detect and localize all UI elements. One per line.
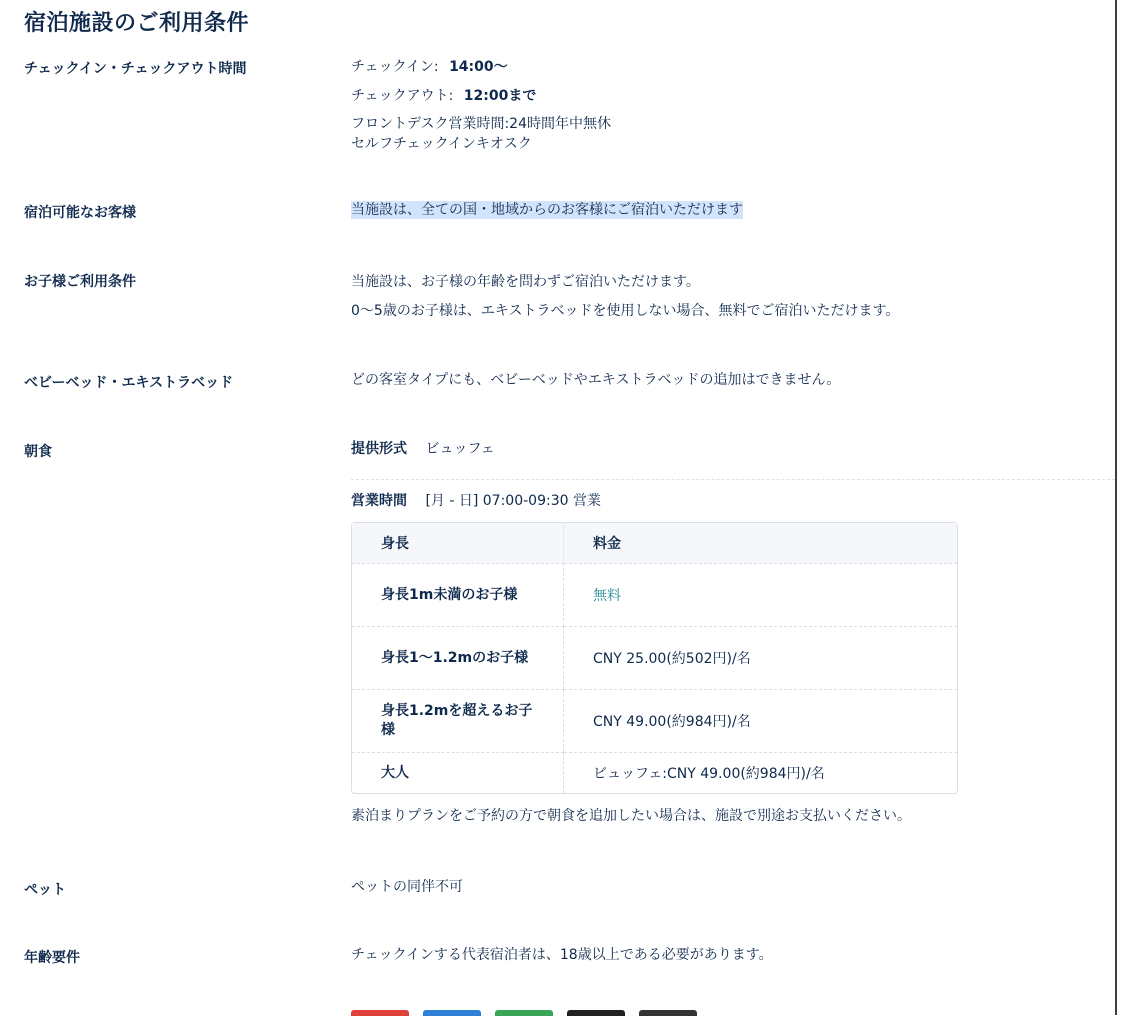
front-desk-hours: フロントデスク営業時間:24時間年中無休 (351, 116, 611, 132)
guests-value (351, 199, 743, 221)
checkin-label: チェックイン・チェックアウト時間 (24, 61, 247, 77)
checkin-prefix: チェックイン: (351, 59, 439, 75)
children-line-2: 0～5歳のお子様は、エキストラベッドを使用しない場合、無料でご宿泊いただけます。 (351, 303, 900, 319)
beds-text: どの客室タイプにも、ベビーベッドやエキストラベッドの追加はできません。 (351, 372, 841, 388)
table-row (352, 752, 957, 793)
checkin-time: 14:00～ (449, 59, 508, 75)
children-label: お子様ご利用条件 (24, 274, 136, 290)
table-header-row (352, 523, 957, 563)
guests-label: 宿泊可能なお客様 (24, 205, 136, 221)
breakfast-note: 素泊まりプランをご予約の方で朝食を追加したい場合は、施設で別途お支払いください。 (351, 808, 911, 824)
beds-label: ベビーベッド・エキストラベッド (24, 375, 234, 391)
breakfast-style (351, 438, 495, 460)
column-header-height: 身長 (352, 523, 564, 563)
table-row (352, 626, 957, 689)
column-header-price: 料金 (564, 523, 957, 563)
page-title: 宿泊施設のご利用条件 (24, 11, 250, 36)
price-cell: CNY 25.00(約502円)/名 (564, 626, 957, 689)
pets-label: ペット (24, 882, 66, 898)
section-divider (351, 479, 1115, 480)
card-icon (423, 1010, 481, 1016)
kiosk-note: セルフチェックインキオスク (351, 136, 532, 152)
checkout-time: 12:00まで (463, 88, 537, 104)
checkin-values (351, 56, 611, 154)
children-line-1: 当施設は、お子様の年齢を問わずご宿泊いただけます。 (351, 274, 700, 290)
pets-text: ペットの同伴不可 (351, 879, 463, 895)
price-cell: CNY 49.00(約984円)/名 (564, 689, 957, 752)
card-icon (639, 1010, 697, 1016)
children-values (351, 268, 899, 326)
card-icon (351, 1010, 409, 1016)
card-icon (567, 1010, 625, 1016)
table-row (352, 689, 957, 752)
breakfast-style-label: 提供形式 (351, 441, 407, 457)
height-cell: 大人 (352, 752, 564, 793)
breakfast-style-value: ビュッフェ (425, 441, 495, 457)
height-cell: 身長1～1.2mのお子様 (352, 626, 564, 689)
age-text: チェックインする代表宿泊者は、18歳以上である必要があります。 (351, 947, 773, 963)
price-cell: ビュッフェ:CNY 49.00(約984円)/名 (564, 752, 957, 793)
breakfast-hours-value: [月 - 日] 07:00-09:30 営業 (425, 493, 601, 509)
guests-text: 当施設は、全ての国・地域からのお客様にご宿泊いただけます (351, 202, 743, 218)
breakfast-label: 朝食 (24, 444, 52, 460)
table-row (352, 563, 957, 626)
age-label: 年齢要件 (24, 950, 80, 966)
breakfast-hours (351, 490, 601, 512)
height-cell: 身長1.2mを超えるお子様 (352, 689, 564, 752)
breakfast-fee-table (351, 522, 958, 794)
price-cell: 無料 (564, 563, 957, 626)
height-cell: 身長1m未満のお子様 (352, 563, 564, 626)
card-icon (495, 1010, 553, 1016)
breakfast-hours-label: 営業時間 (351, 493, 407, 509)
checkout-prefix: チェックアウト: (351, 88, 454, 104)
